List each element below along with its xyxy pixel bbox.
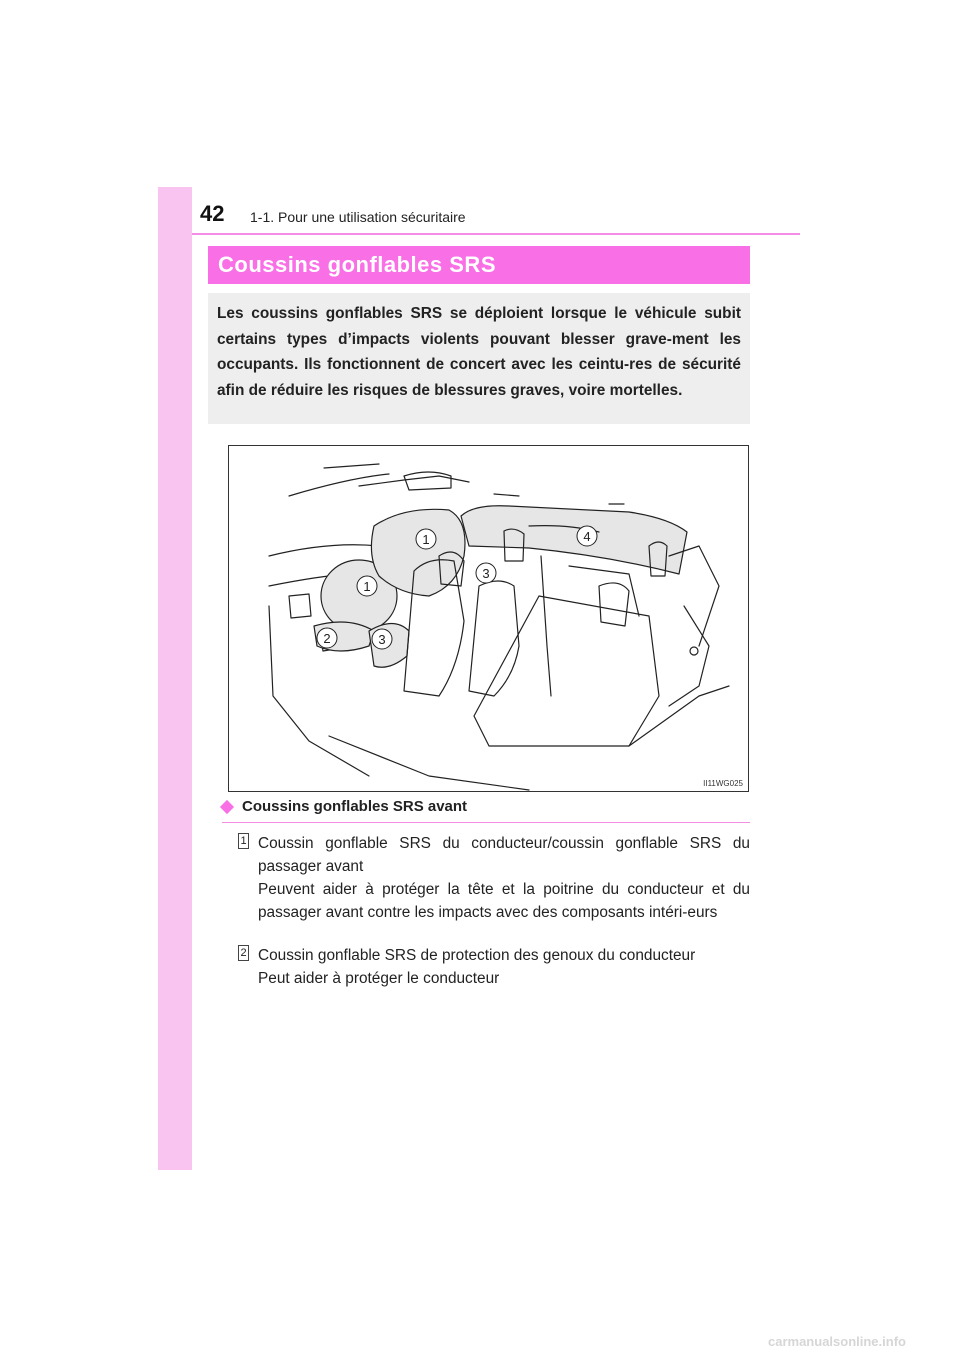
page-number: 42 bbox=[200, 201, 225, 226]
list-item bbox=[238, 832, 750, 924]
header-divider bbox=[192, 233, 800, 235]
callout-4 bbox=[577, 526, 597, 546]
section-header: 1-1. Pour une utilisation sécuritaire bbox=[250, 209, 466, 225]
item-number: 1 bbox=[238, 833, 249, 849]
callout-2 bbox=[317, 628, 337, 648]
callout-1-upper bbox=[416, 529, 436, 549]
callout-3-lower bbox=[372, 629, 392, 649]
subsection-heading bbox=[222, 798, 750, 823]
svg-text:2: 2 bbox=[323, 631, 331, 646]
diamond-bullet-icon bbox=[220, 800, 234, 814]
page-title: Coussins gonflables SRS bbox=[218, 252, 496, 277]
title-bar bbox=[208, 246, 750, 284]
footer-watermark: carmanualsonline.info bbox=[768, 1334, 906, 1349]
svg-text:3: 3 bbox=[378, 632, 386, 647]
svg-text:1: 1 bbox=[363, 579, 371, 594]
item-title: Coussin gonflable SRS du conducteur/coussin gonflable SRS du passager avant bbox=[258, 835, 750, 875]
car-interior-drawing bbox=[229, 446, 748, 791]
item-description: Peuvent aider à protéger la tête et la poitrine du conducteur et du passager avant contre les impacts avec des composants intéri-eurs bbox=[258, 881, 750, 921]
item-description: Peut aider à protéger le conducteur bbox=[258, 970, 500, 987]
subsection-title: Coussins gonflables SRS avant bbox=[242, 798, 468, 815]
list-item bbox=[238, 944, 750, 990]
intro-text: Les coussins gonflables SRS se déploient lorsque le véhicule subit certains types d’impacts violents pouvant blesser grave-ment les occupants. Ils fonctionnent de concert avec les ceintu-res de sécurité afin de réduire les risques de blessures graves, voire mortelles. bbox=[217, 305, 741, 399]
svg-text:4: 4 bbox=[583, 529, 591, 544]
airbag-illustration bbox=[228, 445, 749, 792]
item-title: Coussin gonflable SRS de protection des genoux du conducteur bbox=[258, 947, 696, 964]
svg-text:3: 3 bbox=[482, 566, 490, 581]
svg-text:1: 1 bbox=[422, 532, 430, 547]
intro-box bbox=[208, 293, 750, 424]
callout-3-upper bbox=[476, 563, 496, 583]
item-number: 2 bbox=[238, 945, 249, 961]
side-color-strip bbox=[158, 187, 192, 1170]
figure-code: II11WG025 bbox=[703, 779, 743, 788]
callout-1-lower bbox=[357, 576, 377, 596]
